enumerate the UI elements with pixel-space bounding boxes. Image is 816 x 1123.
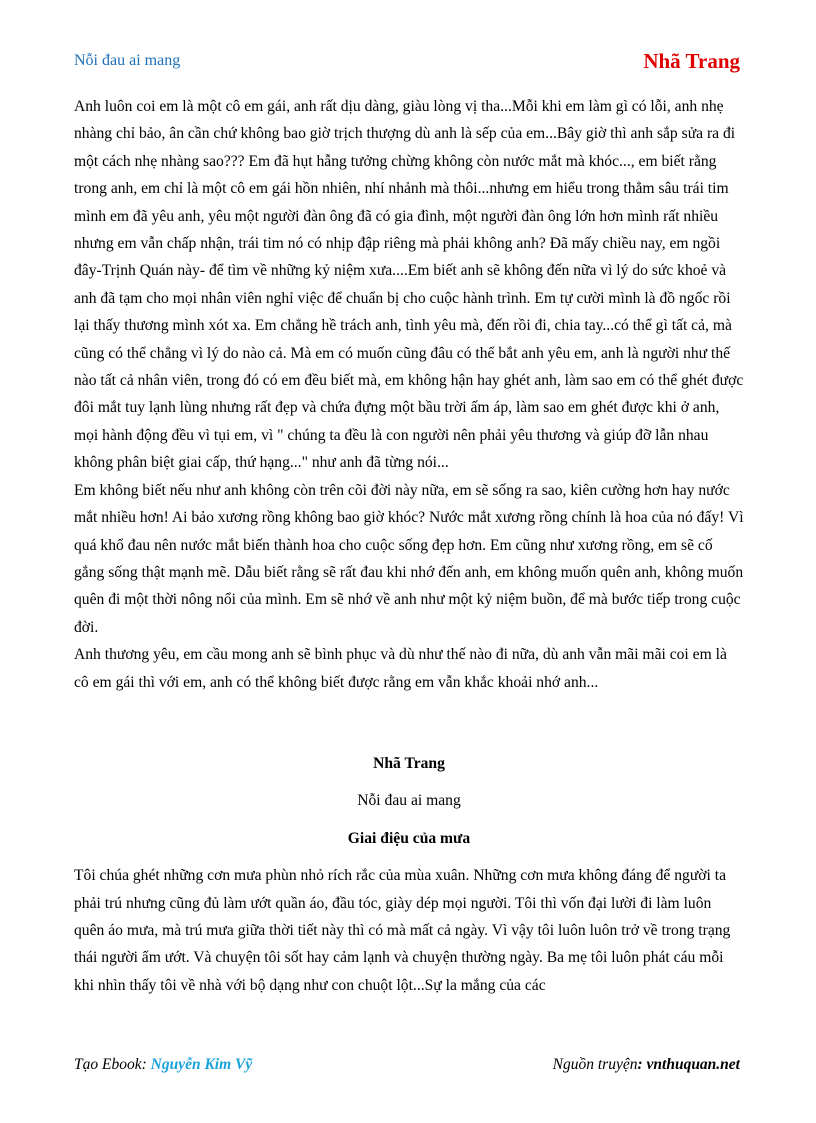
body-paragraph-1: Anh luôn coi em là một cô em gái, anh rất dịu dàng, giàu lòng vị tha...Mỗi khi em làm gì có lỗi, anh nhẹ nhàng chỉ bảo, ân cần chứ không bao giờ trịch thượng dù anh là sếp của em...Bây giờ thì anh sắp sửa ra đi một cách nhẹ nhàng sao??? Em đã hụt hẫng tưởng chừng không còn nước mắt mà khóc..., em biết rằng trong anh, em chỉ là một cô em gái hồn nhiên, nhí nhảnh mà thôi...nhưng em hiểu trong thẳm sâu trái tim mình em đã yêu anh, yêu một người đàn ông đã có gia đình, một người đàn ông lớn hơn mình rất nhiều nhưng em vẫn chấp nhận, trái tim nó có nhịp đập riêng mà phải không anh? Đã mấy chiều nay, em ngồi đây-Trịnh Quán này- để tìm về những kỷ niệm xưa....Em biết anh sẽ không đến nữa vì lý do sức khoẻ và anh đã tạm cho mọi nhân viên nghỉ việc để chuẩn bị cho cuộc hành trình. Em tự cười mình là đồ ngốc rồi lại thấy thương mình xót xa. Em chẳng hề trách anh, tình yêu mà, đến rồi đi, chia tay...có thể gì tất cả, mà cũng có thể chẳng vì lý do nào cả. Mà em có muốn cũng đâu có thể bắt anh yêu em, anh là người như thế nào tất cả nhân viên, trong đó có em đều biết mà, em không hận hay ghét anh, làm sao em có thể ghét được đôi mắt tuy lạnh lùng nhưng rất đẹp và chứa đựng một bầu trời ấm áp, làm sao em ghét được khi ở anh, mọi hành động đều vì tụi em, vì " chúng ta đều là con người nên phải yêu thương và giúp đỡ lẫn nhau không phân biệt giai cấp, thứ hạng..." như anh đã từng nói... — [74, 98, 744, 472]
footer-ebook-creator: Nguyễn Kim Vỹ — [150, 1056, 253, 1073]
footer-source-credit — [553, 1056, 740, 1074]
header-author-name: Nhã Trang — [643, 49, 740, 73]
footer-ebook-separator: : — [141, 1056, 151, 1073]
section-book-title: Nỗi đau ai mang — [357, 792, 461, 810]
footer-source-site: vnthuquan.net — [646, 1056, 740, 1073]
chapter-title: Giai điệu của mưa — [347, 829, 471, 847]
footer-ebook-credit — [74, 1056, 252, 1074]
page-content — [74, 93, 744, 999]
body-paragraph-2: Em không biết nếu như anh không còn trên cõi đời này nữa, em sẽ sống ra sao, kiên cường hơn hay nước mắt nhiều hơn! Ai bảo xương rồng không bao giờ khóc? Nước mắt xương rồng chính là hoa của nó đấy! Vì quá khổ đau nên nước mắt biến thành hoa cho cuộc sống đẹp hơn. Em cũng như xương rồng, em sẽ cố gắng sống thật mạnh mẽ. Dẫu biết rằng sẽ rất đau khi nhớ đến anh, em không muốn quên anh, không muốn quên đi một thời nông nổi của mình. Em sẽ nhớ về anh như một kỷ niệm buồn, để mà bước tiếp trong cuộc đời. — [74, 481, 744, 636]
body-paragraph-3: Anh thương yêu, em cầu mong anh sẽ bình phục và dù như thế nào đi nữa, dù anh vẫn mãi mãi coi em là cô em gái thì với em, anh có thể không biết được rằng em vẫn khắc khoải nhớ anh... — [74, 646, 727, 691]
chapter-paragraph: Tôi chúa ghét những cơn mưa phùn nhỏ rích rắc của mùa xuân. Những cơn mưa không đáng để người ta phải trú nhưng cũng đủ làm ướt quần áo, đầu tóc, giày dép mọi người. Tôi thì vốn đại lười đi làm luôn quên áo mưa, mà trú mưa giữa thời tiết này thì có mà mất cả ngày. Vì vậy tôi luôn luôn trở về trong trạng thái người ẩm ướt. Và chuyện tôi sốt hay cảm lạnh và chuyện thường ngày. Ba mẹ tôi luôn phát cáu mỗi khi nhìn thấy tôi về nhà với bộ dạng như con chuột lột...Sự la mắng của các — [74, 867, 731, 994]
header-book-title: Nỗi đau ai mang — [74, 52, 181, 69]
footer-source-separator: : — [637, 1056, 647, 1073]
footer-source-label: Nguồn truyện — [552, 1056, 638, 1073]
footer-ebook-label: Tạo Ebook — [74, 1056, 142, 1073]
section-author: Nhã Trang — [373, 754, 445, 772]
